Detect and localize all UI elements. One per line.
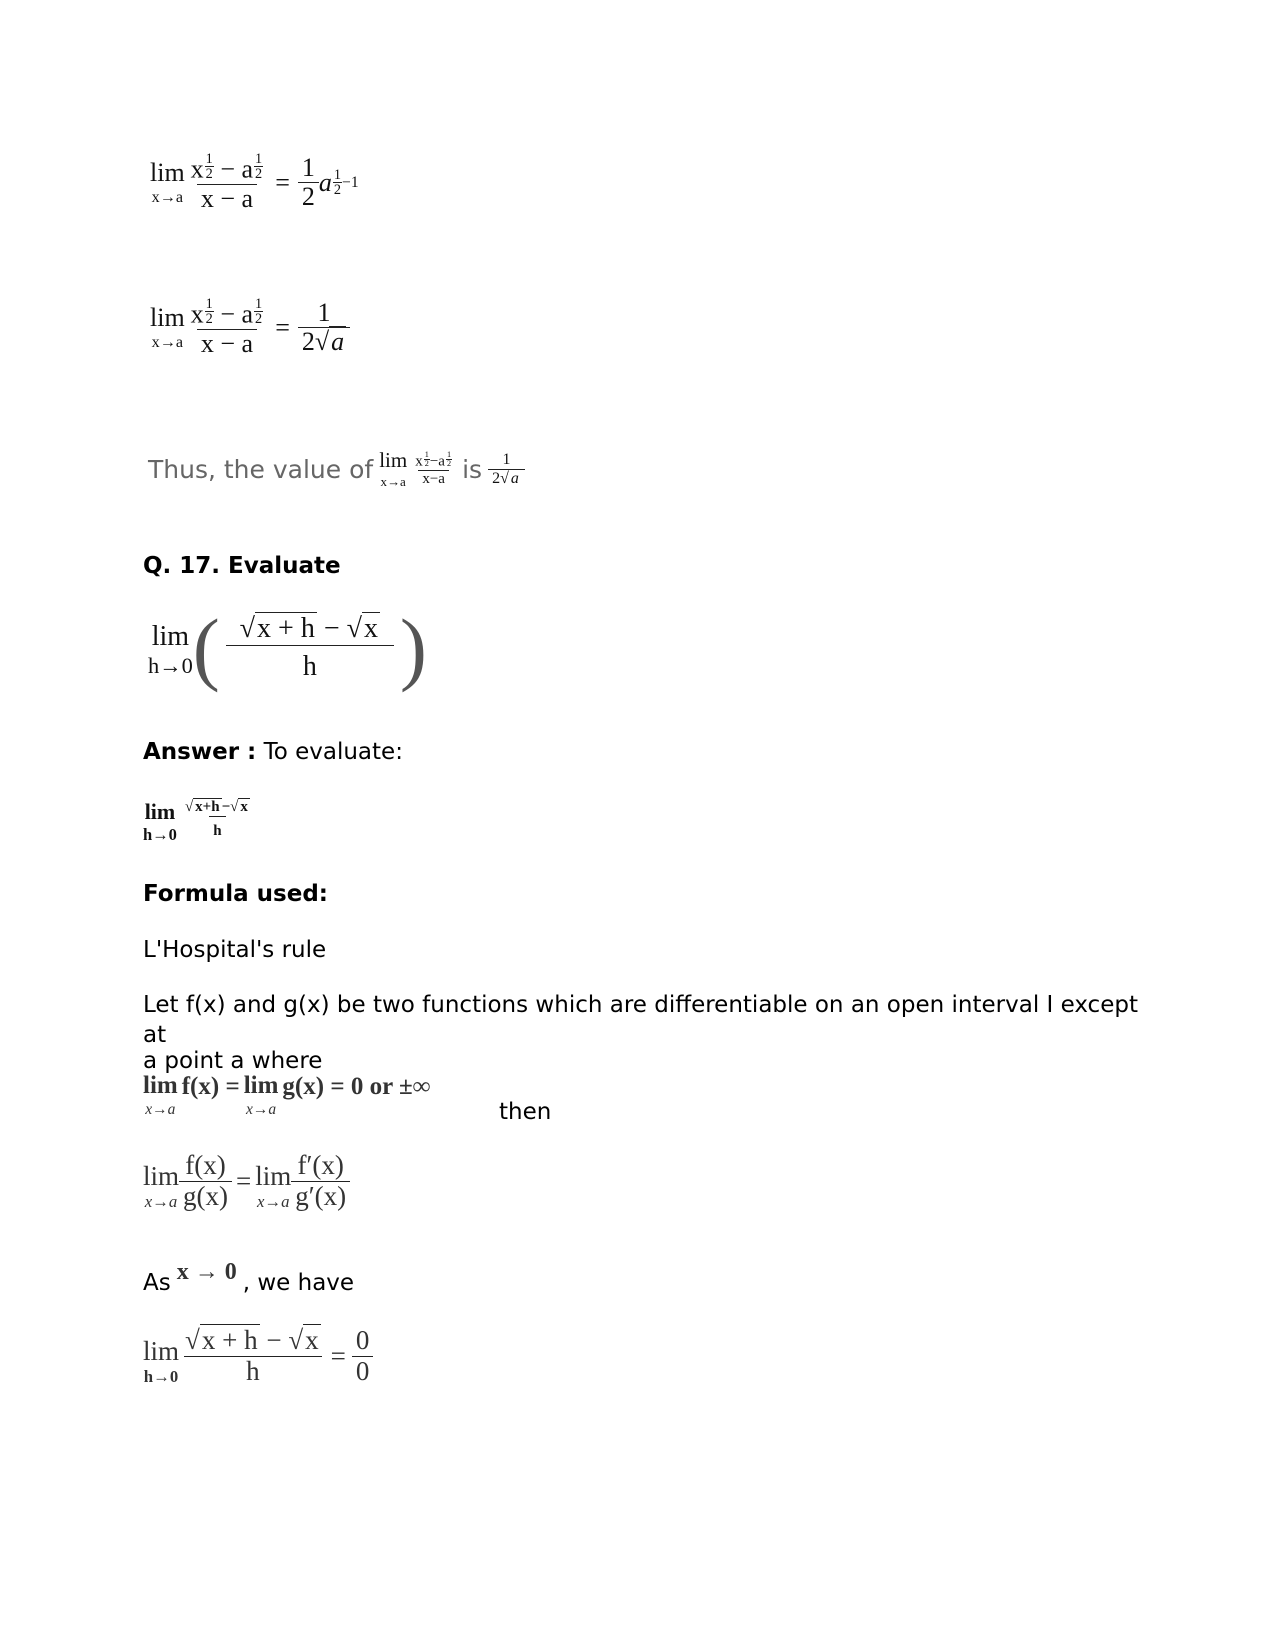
paragraph bbox=[143, 990, 1143, 1076]
paragraph-line-1: Let f(x) and g(x) be two functions which are differentiable on an open interval I except at bbox=[143, 992, 1138, 1048]
answer-expression: lim h→0 $\frac{√ x+h -√ x}{h}$ bbox=[143, 799, 248, 844]
lhospital-expression: lim x→a $\frac{f(x)}{g(x)}$ = lim x→a $\frac{f'(x)}{g'(x)}$ bbox=[143, 1151, 350, 1211]
question-expression: lim h→0 ( $\frac{√x + h - √x}{h}$ ) bbox=[148, 603, 427, 693]
fraction: x $\frac{1}{2}$ − a $\frac{1}{2}$ x − a bbox=[190, 151, 263, 213]
answer-label: Answer : bbox=[143, 739, 257, 765]
then-text: then bbox=[499, 1099, 552, 1125]
condition-expression: lim x→a f(x) = lim x→a g(x) = 0 or ±∞ bbox=[143, 1072, 431, 1118]
rhs-fraction: $\frac{1}{2√a}$ bbox=[298, 299, 350, 357]
as-line: As x → 0 , we have bbox=[143, 1259, 355, 1296]
lim-operator: lim x→a bbox=[150, 302, 185, 351]
conclusion-line: Thus, the value of lim x→a x $\frac{1}{2}$ −a $\frac{1}{2}$ x−a is $\frac{1}{2√ a}$ bbox=[148, 450, 525, 488]
limit-equation-2: lim x→a x $\frac{1}{2}$ − a $\frac{1}{2}$ x − a = $\frac{1}{2√a}$ bbox=[150, 297, 350, 358]
rule-name: L'Hospital's rule bbox=[143, 937, 327, 963]
question-heading: Q. 17. Evaluate bbox=[143, 553, 341, 579]
answer-line bbox=[143, 737, 403, 767]
final-expression: lim h→0 $\frac{√x + h - √x}{h}$ = $\frac{0}{0}$ bbox=[143, 1326, 373, 1386]
fraction: x $\frac{1}{2}$ − a $\frac{1}{2}$ x − a bbox=[190, 296, 263, 358]
limit-equation-1: lim x→a x $\frac{1}{2}$ − a $\frac{1}{2}$ x − a = $\frac{1}{2}$ a 1 2 −1 bbox=[150, 151, 359, 213]
rhs-fraction: $\frac{1}{2}$ bbox=[298, 154, 319, 212]
conclusion-text: Thus, the value of bbox=[148, 454, 374, 484]
conclusion-expression: lim x→a x $\frac{1}{2}$ −a $\frac{1}{2}$ x−a bbox=[379, 448, 452, 489]
lim-operator: lim x→a bbox=[150, 157, 185, 206]
formula-heading: Formula used: bbox=[143, 881, 328, 907]
paragraph-line-2: a point a where bbox=[143, 1048, 323, 1074]
as-expression: x → 0 bbox=[176, 1259, 237, 1285]
answer-text: To evaluate: bbox=[263, 739, 403, 765]
